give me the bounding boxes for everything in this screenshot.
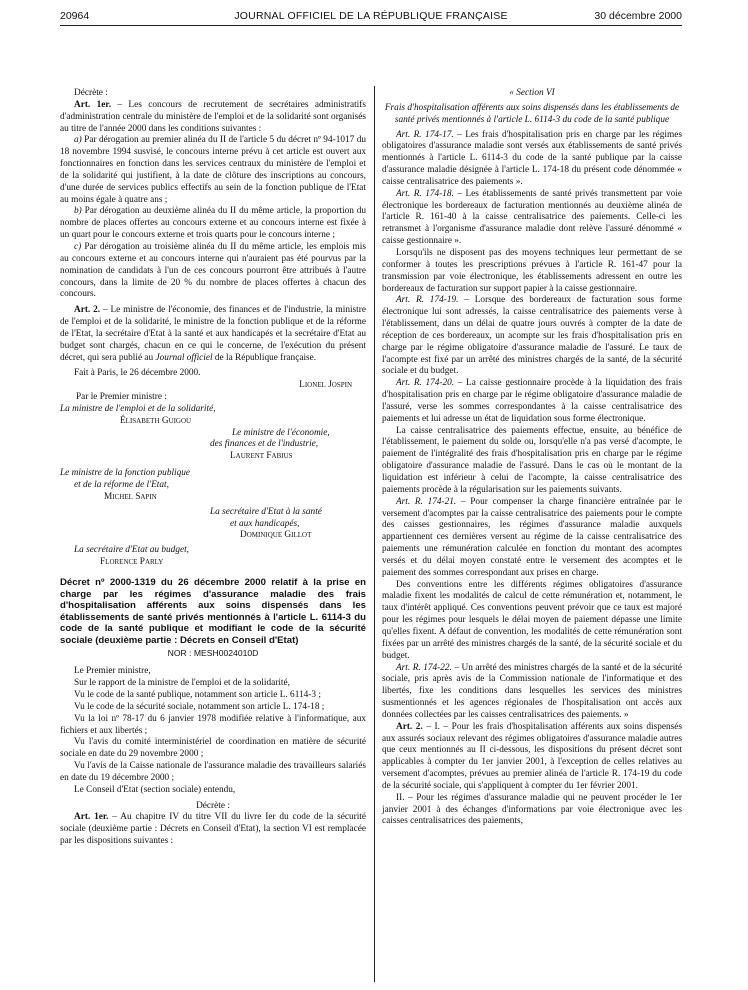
decrete-heading: Décrète :	[74, 88, 108, 98]
paragraph-c	[60, 242, 366, 301]
nor-reference: NOR : MESH0024010D	[167, 648, 259, 659]
article-label: Art. 1er.	[74, 812, 109, 823]
signatory-role: et de la réforme de l'Etat,	[74, 480, 169, 490]
par-premier-ministre: Par le Premier ministre :	[76, 392, 167, 403]
article-text: – Un arrêté des ministres chargés de la santé et de la sécurité sociale, pris après avis de la Commission nationale de l'informatique et des libertés, fixe les conditions dans lesquelles les services des ministres susmentionnés et les agences régionales de l'hospitalisation ont accès aux données collectées par les caisses centralisatrices des paiements. »	[382, 662, 682, 720]
article-r174-20	[382, 378, 682, 425]
paragraph: II. – Pour les régimes d'assurance maladie qui ne peuvent procéder le 1er janvier 2001 à des échanges d'informations par voie électronique avec les caisses centralisatrices des paiements,	[382, 792, 682, 827]
article-label: Art. R. 174-21.	[396, 496, 457, 507]
article-label: Art. 2.	[396, 721, 423, 732]
paragraph-a	[60, 135, 366, 206]
signatory-role: et aux handicapés,	[230, 518, 300, 529]
item-text: Par dérogation au troisième alinéa du II du même article, les emplois mis au concours externe et au concours interne qui n'auraient pas été pourvus par la nomination de candidats à l'un de ces concours pourront être attribués à l'autre concours, dans la limite de 20 % du nombre de places offertes à chacun des concours.	[60, 241, 366, 300]
header-rule	[60, 25, 682, 26]
signatory-name: Élisabeth Guigou	[120, 415, 192, 426]
page-number: 20964	[60, 10, 90, 22]
signatory-name: Florence Parly	[100, 557, 164, 568]
article-r174-19	[382, 295, 682, 378]
article-text: – Les frais d'hospitalisation pris en charge par les régimes obligatoires d'assurance maladie sont versés aux établissements de santé privés mentionnés à l'article L. 6114-3 du code de la santé publique par la caisse d'assurance maladie désignée à l'article L. 174-18 du présent code dénommée « caisse centralisatrice des paiements ».	[382, 129, 682, 187]
section-heading: « Section VI	[509, 88, 555, 98]
item-label: c)	[74, 241, 82, 252]
article-text: – La caisse gestionnaire procède à la liquidation des frais d'hospitalisation pris en charge par le régime obligatoire d'assurance maladie de l'assuré, verse les sommes correspondantes à la caisse centralisatrice des paiements et lui adresse un état de liquidation sous forme électronique.	[382, 378, 682, 424]
item-label: a)	[74, 135, 82, 146]
article-text: – I. – Pour les frais d'hospitalisation afférents aux soins dispensés aux assurés sociaux relevant des régimes obligatoires d'assurance maladie autres que ceux mentionnés au II ci-dessous, les dispositions du présent décret sont applicables à compter du 1er janvier 2001, à l'exception de celles relatives au versement d'acomptes, prévues au premier alinéa de l'article R. 174-19 du code de la sécurité sociale, qui s'appliquent à compter du 1er février 2001.	[382, 721, 682, 791]
article-label: Art. R. 174-19.	[396, 295, 459, 306]
article-r174-17	[382, 130, 682, 189]
signatory-role: Le ministre de la fonction publique	[60, 468, 191, 479]
visa: Vu la loi nº 78-17 du 6 janvier 1978 modifiée relative à l'informatique, aux fichiers et aux libertés ;	[60, 713, 366, 736]
decrete-heading: Décrète :	[196, 800, 230, 811]
signatory-name: Dominique Gillot	[240, 530, 312, 541]
article-label: Art. R. 174-18.	[396, 188, 454, 199]
visa: Vu l'avis du comité interministériel de coordination en matière de sécurité sociale en date du 29 novembre 2000 ;	[60, 737, 366, 760]
article-r174-21	[382, 497, 682, 580]
article-text: – Lorsque des bordereaux de facturation sous forme électronique lui sont adressés, la caisse centralisatrice des paiements verse à l'établissement, dans un délai de quatre jours ouvrés à compter de la date de réception de ces bordereaux, un acompte sur les frais d'hospitalisation pris en charge par le régime obligatoire d'assurance maladie de l'assuré. Le taux de l'acompte est fixé par un arrêté des ministres chargés de la santé, de la sécurité sociale et du budget.	[382, 295, 682, 377]
article-2-decree	[382, 722, 682, 793]
section-title: Frais d'hospitalisation afférents aux soins dispensés dans les établissements de santé privés mentionnés à l'article L. 6114-3 du code de la santé publique	[384, 102, 680, 125]
visa: Vu l'avis de la Caisse nationale de l'assurance maladie des travailleurs salariés en date du 19 décembre 2000 ;	[60, 761, 366, 783]
article-label: Art. R. 174-17.	[396, 129, 454, 140]
right-column	[382, 88, 682, 828]
fait-a-paris: Fait à Paris, le 26 décembre 2000.	[74, 368, 201, 379]
article-text: de la République française.	[212, 352, 317, 363]
article-label: Art. R. 174-22.	[396, 662, 452, 673]
item-label: b)	[74, 206, 82, 217]
article-1-decree	[60, 812, 366, 848]
signature-premier-ministre: Lionel Jospin	[299, 380, 352, 391]
item-text: Par dérogation au premier alinéa du II de l'article 5 du décret nº 94-1017 du 18 novembre 1994 susvisé, le concours interne prévu à cet article est ouvert aux fonctionnaires en fonction dans les services centraux du ministère de l'emploi et de la solidarité qui justifient, à la date de clôture des inscriptions au concours, d'une durée de services publics effectifs au sein de la fonction publique de l'Etat au moins égale à quatre ans ;	[60, 135, 366, 205]
paragraph-b	[60, 206, 366, 242]
signatory-name: Laurent Fabius	[230, 451, 293, 462]
article-r174-22	[382, 663, 682, 722]
decree-title: Décret nº 2000-1319 du 26 décembre 2000 relatif à la prise en charge par les régimes d'assurance maladie des frais d'hospitalisation afférents aux soins dispensés dans les établissements de santé privés mentionnés à l'article L. 6114-3 du code de la santé publique et modifiant le code de la sécurité sociale (deuxième partie : Décrets en Conseil d'Etat)	[60, 576, 366, 646]
premier-ministre: Le Premier ministre,	[74, 666, 151, 677]
signatory-role: La ministre de l'emploi et de la solidarité,	[60, 403, 216, 414]
article-text: – Pour compenser la charge financière entraînée par le versement d'acomptes par la caisse centralisatrice des paiements pour le compte des caisses gestionnaires, les régimes d'assurance maladie auxquels appartiennent ces dernières versent au régime de la caisse centralisatrice des paiements une rémunération calculée en fonction du montant des acomptes versés et du délai moyen constaté entre le versement des acomptes et le paiement des sommes correspondant aux prises en charge.	[382, 496, 682, 578]
article-label: Art. R. 174-20.	[396, 378, 455, 389]
issue-date: 30 décembre 2000	[594, 10, 682, 22]
article-1	[60, 100, 366, 136]
journal-title: JOURNAL OFFICIEL DE LA RÉPUBLIQUE FRANÇAISE	[234, 10, 508, 22]
paragraph: Lorsqu'ils ne disposent pas des moyens techniques leur permettant de se conformer à toutes les prescriptions prévues à l'article R. 161-47 pour la transmission par voie électronique, les établissements adressent en outre les bordereaux de facturation sur support papier à la caisse gestionnaire.	[382, 247, 682, 294]
signatory-role: des finances et de l'industrie,	[210, 439, 319, 450]
visa: Sur le rapport de la ministre de l'emploi et de la solidarité,	[74, 678, 290, 689]
left-column	[60, 88, 366, 848]
signatory-role: Le ministre de l'économie,	[232, 427, 330, 438]
signatory-role: La secrétaire d'Etat à la santé	[210, 506, 322, 517]
journal-officiel-ref: Journal officiel	[155, 352, 213, 363]
signatory-name: Michel Sapin	[104, 491, 157, 502]
article-2	[60, 305, 366, 364]
page-header	[60, 6, 682, 22]
article-text: – Le ministre de l'économie, des finances et de l'industrie, la ministre de l'emploi et de la solidarité, le ministre de la fonction publique et de la réforme de l'Etat, la secrétaire d'Etat à la santé et aux handicapés et la secrétaire d'Etat au budget sont chargés, chacun en ce qui le concerne, de l'exécution du présent décret, qui sera publié au	[60, 305, 366, 363]
signatory-role: La secrétaire d'Etat au budget,	[74, 545, 189, 556]
article-text: – Au chapitre IV du titre VII du livre Ier du code de la sécurité sociale (deuxième partie : Décrets en Conseil d'Etat), la section VI est remplacée par les dispositions suivantes :	[60, 812, 366, 847]
article-text: – Les établissements de santé privés transmettent par voie électronique les bordereaux de facturation mentionnés au deuxième alinéa de l'article R. 161-40 à la caisse centralisatrice des paiements. Celle-ci les retransmet à l'organisme d'assurance maladie dont relève l'assuré dénommé « caisse gestionnaire ».	[382, 188, 682, 247]
column-divider	[374, 86, 375, 982]
paragraph: La caisse centralisatrice des paiements effectue, ensuite, au bénéfice de l'établissement, le paiement du solde ou, lorsqu'elle n'a pas versé d'acompte, le paiement de l'intégralité des frais d'hospitalisation pris en charge par le régime obligatoire d'assurance maladie de l'assuré. Dans le cas où le montant de la liquidation est inférieur à celui de l'acompte, la caisse centralisatrice des paiements procède à la régularisation sur les paiements suivants.	[382, 425, 682, 495]
item-text: Par dérogation au deuxième alinéa du II du même article, la proportion du nombre de places offertes au concours externe et au concours interne est fixée à un quart pour le concours externe et trois quarts pour le concours interne ;	[60, 206, 366, 241]
article-text: – Les concours de recrutement de secrétaires administratifs d'administration centrale du ministère de l'emploi et de la solidarité sont organisés au titre de l'année 2000 dans les conditions suivantes :	[60, 99, 366, 134]
visa: Vu le code de la santé publique, notamment son article L. 6114-3 ;	[74, 690, 321, 700]
paragraph: Des conventions entre les différents régimes obligatoires d'assurance maladie fixent les modalités de calcul de cette rémunération et, notamment, le taux d'intérêt appliqué. Ces conventions peuvent prévoir que ce taux est majoré pour les régimes pour lesquels le délai moyen de paiement dépasse une limite qu'elles fixent. A défaut de convention, les modalités de cette rémunération sont fixées par un arrêté des ministres chargés de la santé, de la sécurité sociale et du budget.	[382, 579, 682, 661]
visa: Vu le code de la sécurité sociale, notamment son article L. 174-18 ;	[74, 701, 325, 712]
article-r174-18	[382, 189, 682, 248]
article-label: Art. 2.	[74, 305, 101, 316]
visa: Le Conseil d'Etat (section sociale) entendu,	[74, 784, 236, 795]
article-label: Art. 1er.	[74, 99, 112, 110]
